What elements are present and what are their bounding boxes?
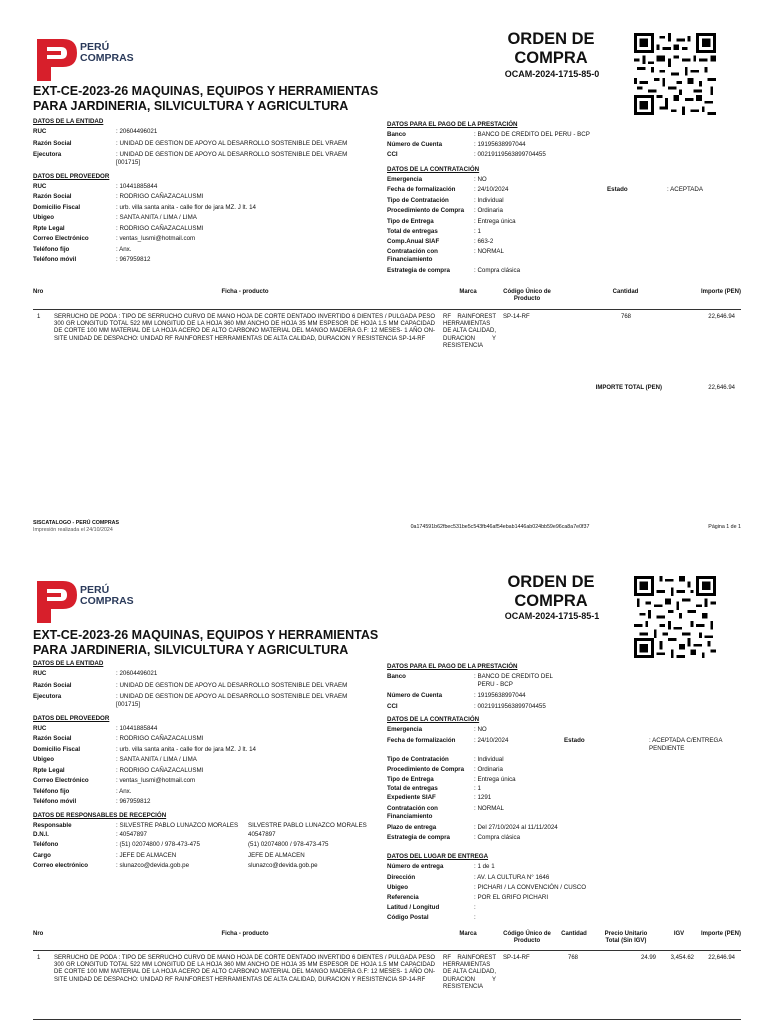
- label-responsable: Responsable: [33, 822, 72, 829]
- label-exp-siaf: Expediente SIAF: [387, 794, 436, 801]
- proveedor-correo: : ventas_lusmi@hotmail.com: [116, 777, 196, 784]
- lugar-cod-postal: :: [474, 914, 476, 921]
- heading-line2: PARA JARDINERIA, SILVICULTURA Y AGRICULTURA: [33, 99, 349, 113]
- th-nro: Nro: [33, 931, 44, 937]
- footer-page: Página 1 de 1: [708, 524, 741, 530]
- heading-line1: EXT-CE-2023-26 MAQUINAS, EQUIPOS Y HERRAMIENTAS: [33, 84, 379, 98]
- contratacion-proc: : Ordinaria: [474, 766, 503, 773]
- section-recepcion: DATOS DE RESPONSABLES DE RECEPCIÓN: [33, 812, 167, 819]
- entidad-ruc: : 20604496021: [116, 128, 158, 135]
- label-cod-postal: Código Postal: [387, 914, 429, 921]
- proveedor-ubigeo: : SANTA ANITA / LIMA / LIMA: [116, 756, 197, 763]
- importe-total-value: 22,646.94: [708, 385, 735, 391]
- logo-line1: PERÚ: [80, 584, 110, 596]
- logo-line2: COMPRAS: [80, 52, 134, 64]
- label-ruc: RUC: [33, 183, 47, 190]
- lugar-direccion: : AV. LA CULTURA N° 1646: [474, 874, 550, 881]
- doc-title-line1: ORDEN DE: [507, 573, 595, 591]
- contratacion-tipo-entrega: : Entrega única: [474, 218, 516, 225]
- proveedor-rpte: : RODRIGO CAÑAZACALUSMI: [116, 225, 204, 232]
- entidad-ejecutora: : UNIDAD DE GESTION DE APOYO AL DESARROLLO SOSTENIBLE DEL VRAEM [001715]: [116, 693, 348, 708]
- item-cantidad: 768: [620, 314, 631, 320]
- label-latlon: Latitud / Longitud: [387, 904, 440, 911]
- label-ruc: RUC: [33, 128, 47, 135]
- lugar-num-entrega: : 1 de 1: [474, 863, 495, 870]
- doc-title-line2: COMPRA: [514, 592, 588, 610]
- th-cantidad: Cantidad: [612, 289, 639, 295]
- label-correo: Correo Electrónico: [33, 235, 89, 242]
- label-cuenta: Número de Cuenta: [387, 692, 443, 699]
- proveedor-rpte: : RODRIGO CAÑAZACALUSMI: [116, 767, 204, 774]
- contratacion-total-entregas: : 1: [474, 228, 481, 235]
- section-lugar: DATOS DEL LUGAR DE ENTREGA: [387, 853, 489, 860]
- contratacion-estado: : ACEPTADA: [667, 186, 703, 193]
- th-ficha: Ficha - producto: [221, 931, 269, 937]
- label-tel-movil: Teléfono móvil: [33, 798, 77, 805]
- entidad-ruc: : 20604496021: [116, 670, 158, 677]
- label-banco: Banco: [387, 131, 406, 138]
- logo-line1: PERÚ: [80, 41, 110, 53]
- proveedor-domicilio: : urb. villa santa anita - calle flor de jara MZ. J lt. 14: [116, 204, 256, 211]
- footer-system: SISCATALOGO - PERÚ COMPRAS: [33, 520, 120, 526]
- pago-banco: : BANCO DE CREDITO DEL PERU - BCP: [474, 673, 553, 688]
- label-razon: Razón Social: [33, 735, 72, 742]
- label-cci: CCI: [387, 703, 398, 710]
- item-nro: 1: [37, 955, 41, 961]
- proveedor-ubigeo: : SANTA ANITA / LIMA / LIMA: [116, 214, 197, 221]
- label-correo: Correo Electrónico: [33, 777, 89, 784]
- section-proveedor: DATOS DEL PROVEEDOR: [33, 173, 110, 180]
- contratacion-estrategia: : Compra clásica: [474, 267, 521, 274]
- contratacion-estrategia: : Compra clásica: [474, 834, 521, 841]
- item-importe: 22,646.94: [708, 314, 735, 320]
- recepcion-cargo: : JEFE DE ALMACEN: [116, 852, 177, 859]
- entidad-razon: : UNIDAD DE GESTION DE APOYO AL DESARROLLO SOSTENIBLE DEL VRAEM: [116, 682, 348, 689]
- contratacion-block: [387, 176, 747, 276]
- contratacion-tipo-entrega: : Entrega única: [474, 776, 516, 783]
- label-num-entrega: Número de entrega: [387, 863, 444, 870]
- label-ubigeo: Ubigeo: [33, 214, 54, 221]
- label-domicilio: Domicilio Fiscal: [33, 746, 81, 753]
- label-fecha-form: Fecha de formalización: [387, 737, 456, 744]
- label-total-entregas: Total de entregas: [387, 228, 438, 235]
- contratacion-siaf: : 663-2: [474, 238, 494, 245]
- logo-text: [80, 585, 134, 607]
- contratacion-financiamiento: : NORMAL: [474, 248, 504, 255]
- doc-title: [476, 573, 626, 611]
- doc-title: [476, 30, 626, 68]
- label-referencia: Referencia: [387, 894, 419, 901]
- label-ruc: RUC: [33, 670, 47, 677]
- item-ficha: SERRUCHO DE PODA : TIPO DE SERRUCHO CURVO DE MANO HOJA DE CORTE DENTADO INVERTIDO 6 DIENTES / PULGADA PESO 300 GR LONGITUD TOTAL 522 MM LONGITUD DE LA HOJA 360 MM ANCHO DE HOJA 35 MM ESPESOR DE HOJA 1.5 MM CAPACIDAD DE CORTE 100 MM MATERIAL DE LA HOJA ACERO DE ALTO CARBONO MATERIAL DEL MANGO MADERA G.F: 12 MESES- 1 AÑO ON-SITE UNIDAD DE DESPACHO: UNIDAD RF RAINFOREST HERRAMIENTAS DE ALTA CALIDAD, DURACION Y RESISTENCIA SP-14-RF: [54, 955, 435, 983]
- lugar-block: [387, 863, 717, 925]
- th-importe: Importe (PEN): [700, 931, 741, 937]
- label-comp-siaf: Comp.Anual SIAF: [387, 238, 440, 245]
- recepcion-responsable: : SILVESTRE PABLO LUNAZCO MORALES: [116, 822, 239, 829]
- doc-title-line2: COMPRA: [514, 49, 588, 67]
- item-nro: 1: [37, 314, 41, 320]
- contratacion-plazo: : Del 27/10/2024 al 11/11/2024: [474, 824, 558, 831]
- recepcion-correo-2: slunazco@devida.gob.pe: [248, 862, 318, 869]
- label-total-entregas: Total de entregas: [387, 785, 438, 792]
- item-codigo: SP-14-RF: [503, 314, 530, 320]
- label-ubigeo: Ubigeo: [387, 884, 408, 891]
- proveedor-razon: : RODRIGO CAÑAZACALUSMI: [116, 193, 204, 200]
- contratacion-tipo: : Individual: [474, 756, 504, 763]
- table-bottom-divider: [33, 1019, 741, 1020]
- label-ubigeo: Ubigeo: [33, 756, 54, 763]
- proveedor-tel-movil: : 967959812: [116, 256, 151, 263]
- section-pago: DATOS PARA EL PAGO DE LA PRESTACIÓN: [387, 121, 518, 128]
- label-correo-e: Correo electrónico: [33, 862, 89, 869]
- label-cci: CCI: [387, 151, 398, 158]
- th-marca: Marca: [459, 931, 477, 937]
- proveedor-ruc: : 10441885844: [116, 183, 158, 190]
- label-estrategia: Estrategia de compra: [387, 834, 450, 841]
- label-telefono: Teléfono: [33, 841, 59, 848]
- label-razon: Razón Social: [33, 140, 72, 147]
- label-tel-movil: Teléfono móvil: [33, 256, 77, 263]
- footer-hash: 0a174591b62fbec531be5c543fb46af54ebab1446ab024bb59e96ca8a7e0f37: [410, 524, 590, 530]
- label-emergencia: Emergencia: [387, 726, 423, 733]
- label-razon: Razón Social: [33, 193, 72, 200]
- proveedor-correo: : ventas_lusmi@hotmail.com: [116, 235, 196, 242]
- pago-cuenta: : 19195638997044: [474, 141, 526, 148]
- th-nro: Nro: [33, 289, 44, 295]
- contratacion-block: [387, 726, 747, 851]
- doc-title-line1: ORDEN DE: [507, 30, 595, 48]
- label-ejecutora: Ejecutora: [33, 151, 62, 158]
- qr-code-icon: [634, 576, 716, 658]
- label-razon: Razón Social: [33, 682, 72, 689]
- pago-cci: : 00219119563899704455: [474, 151, 546, 158]
- label-tel-fijo: Teléfono fijo: [33, 246, 70, 253]
- section-pago: DATOS PARA EL PAGO DE LA PRESTACIÓN: [387, 663, 518, 670]
- contratacion-financiamiento: : NORMAL: [474, 805, 504, 812]
- entidad-ejecutora: : UNIDAD DE GESTION DE APOYO AL DESARROLLO SOSTENIBLE DEL VRAEM [001715]: [116, 151, 348, 166]
- th-codigo: Código Único de Producto: [503, 931, 551, 944]
- label-proc-compra: Procedimiento de Compra: [387, 766, 465, 773]
- th-cantidad: Cantidad: [561, 931, 587, 937]
- th-codigo: Código Único de Producto: [503, 289, 551, 302]
- ocam-number: OCAM-2024-1715-85-1: [504, 611, 600, 621]
- label-tipo-contr: Tipo de Contratación: [387, 197, 449, 204]
- label-tipo-contr: Tipo de Contratación: [387, 756, 449, 763]
- label-cargo: Cargo: [33, 852, 51, 859]
- proveedor-tel-fijo: : Anx.: [116, 246, 132, 253]
- label-tel-fijo: Teléfono fijo: [33, 788, 70, 795]
- label-fecha-form: Fecha de formalización: [387, 186, 456, 193]
- item-importe: 22,646.94: [708, 955, 735, 961]
- heading-line1: EXT-CE-2023-26 MAQUINAS, EQUIPOS Y HERRAMIENTAS: [33, 628, 379, 642]
- entidad-block: [33, 670, 363, 710]
- item-marca: RF RAINFOREST HERRAMIENTAS DE ALTA CALIDAD, DURACION Y RESISTENCIA: [443, 955, 496, 990]
- label-dni: D.N.I.: [33, 831, 49, 838]
- contratacion-siaf: : 1291: [474, 794, 492, 801]
- recepcion-block: [33, 822, 378, 877]
- label-ejecutora: Ejecutora: [33, 693, 62, 700]
- table-divider: [33, 950, 741, 951]
- logo-line2: COMPRAS: [80, 595, 134, 607]
- contratacion-total-entregas: : 1: [474, 785, 481, 792]
- label-ruc: RUC: [33, 725, 47, 732]
- lugar-referencia: : POR EL GRIFO PICHARI: [474, 894, 549, 901]
- pago-block: [387, 131, 607, 161]
- label-rpte: Rpte Legal: [33, 225, 65, 232]
- item-codigo: SP-14-RF: [503, 955, 530, 961]
- label-cuenta: Número de Cuenta: [387, 141, 443, 148]
- contratacion-estado: : ACEPTADA C/ENTREGA PENDIENTE: [649, 737, 723, 752]
- th-ficha: Ficha - producto: [221, 289, 269, 295]
- contratacion-emergencia: : NO: [474, 176, 487, 183]
- label-estado: Estado: [607, 186, 628, 193]
- section-proveedor: DATOS DEL PROVEEDOR: [33, 715, 110, 722]
- label-estado: Estado: [564, 737, 585, 744]
- label-proc-compra: Procedimiento de Compra: [387, 207, 465, 214]
- proveedor-ruc: : 10441885844: [116, 725, 158, 732]
- logo-text: [80, 42, 134, 64]
- label-tipo-entrega: Tipo de Entrega: [387, 776, 434, 783]
- order-page-2: [0, 545, 768, 1024]
- proveedor-razon: : RODRIGO CAÑAZACALUSMI: [116, 735, 204, 742]
- section-entidad: DATOS DE LA ENTIDAD: [33, 118, 104, 125]
- label-emergencia: Emergencia: [387, 176, 423, 183]
- recepcion-responsable-2: SILVESTRE PABLO LUNAZCO MORALES: [248, 822, 367, 829]
- contratacion-proc: : Ordinaria: [474, 207, 503, 214]
- section-entidad: DATOS DE LA ENTIDAD: [33, 660, 104, 667]
- footer-printed: Impresión realizada el 24/10/2024: [33, 527, 113, 533]
- recepcion-telefono: : (51) 02074800 / 978-473-475: [116, 841, 200, 848]
- label-direccion: Dirección: [387, 874, 416, 881]
- proveedor-tel-fijo: : Anx.: [116, 788, 132, 795]
- lugar-ubigeo: : PICHARI / LA CONVENCIÓN / CUSCO: [474, 884, 587, 891]
- contratacion-fecha: : 24/10/2024: [474, 737, 509, 744]
- label-tipo-entrega: Tipo de Entrega: [387, 218, 434, 225]
- pago-cuenta: : 19195638997044: [474, 692, 526, 699]
- page-heading: [33, 628, 433, 658]
- label-plazo: Plazo de entrega: [387, 824, 437, 831]
- th-marca: Marca: [459, 289, 477, 295]
- th-importe: Importe (PEN): [700, 289, 741, 295]
- contratacion-fecha: : 24/10/2024: [474, 186, 509, 193]
- label-banco: Banco: [387, 673, 406, 680]
- label-domicilio: Domicilio Fiscal: [33, 204, 81, 211]
- item-ficha: SERRUCHO DE PODA : TIPO DE SERRUCHO CURVO DE MANO HOJA DE CORTE DENTADO INVERTIDO 6 DIENTES / PULGADA PESO 300 GR LONGITUD TOTAL 522 MM LONGITUD DE LA HOJA 360 MM ANCHO DE HOJA 35 MM ESPESOR DE HOJA 1.5 MM CAPACIDAD DE CORTE 100 MM MATERIAL DE LA HOJA ACERO DE ALTO CARBONO MATERIAL DEL MANGO MADERA G.F: 12 MESES- 1 AÑO ON-SITE UNIDAD DE DESPACHO: UNIDAD RF RAINFOREST HERRAMIENTAS DE ALTA CALIDAD, DURACION Y RESISTENCIA SP-14-RF: [54, 314, 435, 342]
- th-precio: Precio Unitario Total (Sin IGV): [604, 931, 648, 944]
- contratacion-tipo: : Individual: [474, 197, 504, 204]
- lugar-latlon: :: [474, 904, 476, 911]
- item-precio: 24.99: [640, 955, 656, 961]
- recepcion-dni: : 40547897: [116, 831, 147, 838]
- recepcion-dni-2: 40547897: [248, 831, 276, 838]
- label-estrategia: Estrategia de compra: [387, 267, 450, 274]
- recepcion-cargo-2: JEFE DE ALMACEN: [248, 852, 305, 859]
- proveedor-block: [33, 725, 363, 810]
- section-contratacion: DATOS DE LA CONTRATACIÓN: [387, 716, 480, 723]
- heading-line2: PARA JARDINERIA, SILVICULTURA Y AGRICULTURA: [33, 643, 349, 657]
- label-contr-fin: Contratación con Financiamiento: [387, 248, 438, 263]
- ocam-number: OCAM-2024-1715-85-0: [504, 69, 600, 79]
- item-marca: RF RAINFOREST HERRAMIENTAS DE ALTA CALIDAD, DURACION Y RESISTENCIA: [443, 314, 496, 349]
- entidad-razon: : UNIDAD DE GESTION DE APOYO AL DESARROLLO SOSTENIBLE DEL VRAEM: [116, 140, 348, 147]
- table-divider: [33, 309, 741, 310]
- th-igv: IGV: [673, 931, 685, 937]
- item-cantidad: 768: [567, 955, 578, 961]
- pago-banco: : BANCO DE CREDITO DEL PERU - BCP: [474, 131, 590, 138]
- page-heading: [33, 84, 433, 114]
- proveedor-domicilio: : urb. villa santa anita - calle flor de jara MZ. J lt. 14: [116, 746, 256, 753]
- proveedor-block: [33, 183, 363, 268]
- item-igv: 3,454.62: [670, 955, 694, 961]
- pago-cci: : 00219119563899704455: [474, 703, 546, 710]
- contratacion-emergencia: : NO: [474, 726, 487, 733]
- qr-code-icon: [634, 33, 716, 115]
- recepcion-correo: : slunazco@devida.gob.pe: [116, 862, 190, 869]
- proveedor-tel-movil: : 967959812: [116, 798, 151, 805]
- label-contr-fin: Contratación con Financiamiento: [387, 805, 438, 820]
- label-importe-total: IMPORTE TOTAL (PEN): [595, 385, 662, 391]
- pago-block: [387, 673, 607, 713]
- entidad-block: [33, 128, 363, 168]
- recepcion-telefono-2: (51) 02074800 / 978-473-475: [248, 841, 329, 848]
- section-contratacion: DATOS DE LA CONTRATACIÓN: [387, 166, 480, 173]
- label-rpte: Rpte Legal: [33, 767, 65, 774]
